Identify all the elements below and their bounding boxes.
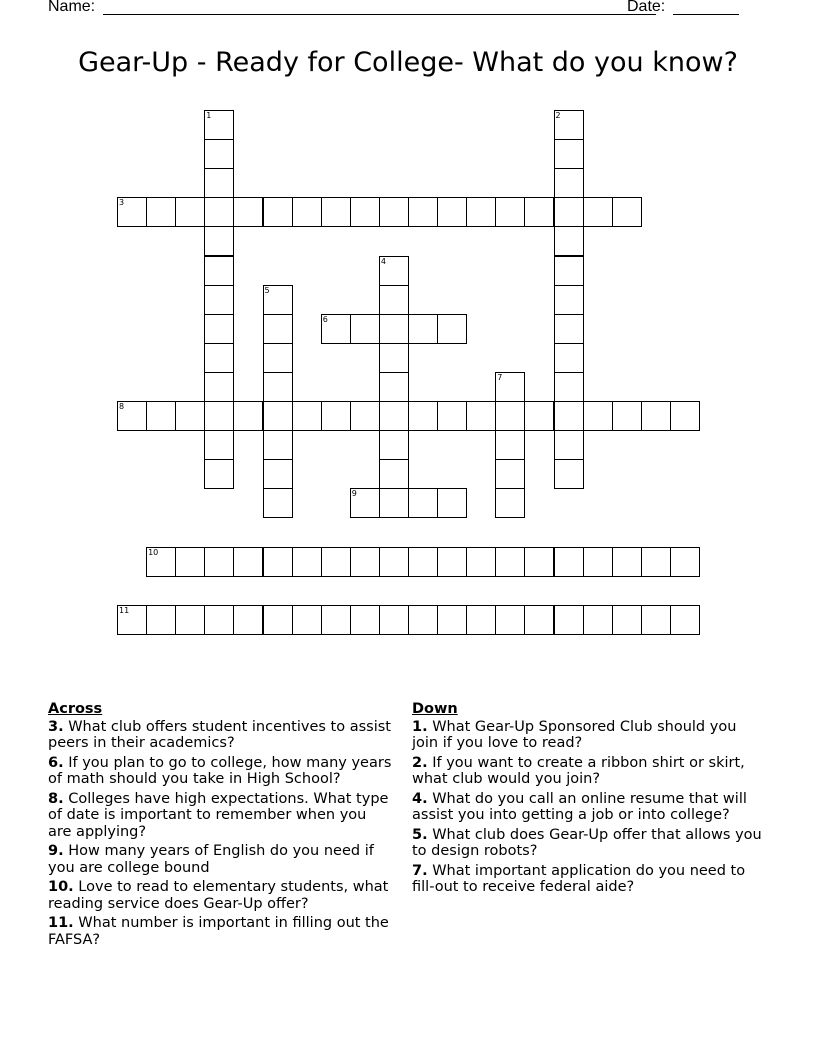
down-heading: Down [412,701,458,717]
clue-down-2 [412,755,762,788]
clue-across-8 [48,791,393,841]
crossword-cell[interactable] [321,197,351,227]
date-label: Date: [627,0,666,15]
crossword-cell[interactable] [146,401,176,431]
crossword-cell[interactable] [583,605,613,635]
crossword-cell[interactable] [524,197,554,227]
crossword-cell[interactable] [554,110,584,140]
crossword-cell[interactable] [495,197,525,227]
crossword-cell[interactable] [612,547,642,577]
crossword-cell[interactable] [641,605,671,635]
crossword-cell[interactable] [263,547,293,577]
clue-number: 5. [412,826,428,843]
clue-number: 10. [48,879,74,895]
crossword-cell[interactable] [146,605,176,635]
crossword-cell[interactable] [612,605,642,635]
crossword-cell[interactable] [408,488,438,518]
clue-text: What Gear-Up Sponsored Club should you join if you love to read? [412,718,737,751]
crossword-cell[interactable] [350,401,380,431]
crossword-cell[interactable] [641,547,671,577]
crossword-cell[interactable] [495,547,525,577]
crossword-cell[interactable] [350,605,380,635]
crossword-cell[interactable] [175,605,205,635]
clue-number-label: 2 [555,111,561,120]
crossword-cell[interactable] [204,547,234,577]
crossword-cell[interactable] [641,401,671,431]
clue-number-label: 10 [148,547,159,557]
crossword-cell[interactable] [117,401,147,431]
clue-text: What do you call an online resume that will assist you into getting a job or into college? [412,790,747,823]
crossword-cell[interactable] [554,314,584,344]
crossword-cell[interactable] [350,197,380,227]
crossword-cell[interactable] [117,605,147,635]
crossword-cell[interactable] [263,459,293,489]
clue-number-label: 6 [322,314,328,324]
crossword-cell[interactable] [321,547,351,577]
clue-number-label: 8 [119,402,125,411]
crossword-cell[interactable] [175,197,205,227]
crossword-cell[interactable] [204,139,234,169]
crossword-cell[interactable] [554,605,584,635]
clue-across-9 [48,843,393,876]
clue-number: 7. [412,862,428,879]
crossword-cell[interactable] [379,256,409,286]
clue-text: What club offers student incentives to assist peers in their academics? [48,718,391,751]
clue-number-label: 1 [206,111,212,120]
crossword-cell[interactable] [495,488,525,518]
crossword-cell[interactable] [495,401,525,431]
clue-text: Love to read to elementary students, what reading service does Gear-Up offer? [48,879,389,912]
crossword-cell[interactable] [554,343,584,373]
crossword-cell[interactable] [583,547,613,577]
clue-down-1 [412,719,762,752]
crossword-cell[interactable] [204,168,234,198]
crossword-cell[interactable] [204,430,234,460]
crossword-cell[interactable] [466,605,496,635]
crossword-cell[interactable] [670,547,700,577]
clue-across-11 [48,915,393,948]
crossword-cell[interactable] [466,401,496,431]
crossword-cell[interactable] [583,401,613,431]
crossword-cell[interactable] [233,197,263,227]
crossword-cell[interactable] [408,314,438,344]
crossword-cell[interactable] [263,488,293,518]
across-clues [48,701,393,951]
crossword-cell[interactable] [233,401,263,431]
clue-number: 9. [48,843,64,859]
clue-number: 11. [48,915,74,931]
crossword-cell[interactable] [263,285,293,315]
clue-number-label: 7 [497,372,503,382]
crossword-cell[interactable] [524,547,554,577]
crossword-cell[interactable] [379,314,409,344]
crossword-cell[interactable] [379,459,409,489]
clue-number: 6. [48,754,64,771]
crossword-cell[interactable] [437,197,467,227]
crossword-cell[interactable] [554,226,584,256]
crossword-cell[interactable] [437,401,467,431]
crossword-cell[interactable] [670,401,700,431]
crossword-cell[interactable] [466,547,496,577]
crossword-cell[interactable] [263,401,293,431]
crossword-cell[interactable] [612,197,642,227]
crossword-cell[interactable] [204,110,234,140]
crossword-cell[interactable] [437,605,467,635]
crossword-cell[interactable] [408,401,438,431]
crossword-cell[interactable] [379,285,409,315]
crossword-cell[interactable] [175,401,205,431]
crossword-cell[interactable] [379,430,409,460]
crossword-cell[interactable] [233,605,263,635]
crossword-cell[interactable] [554,547,584,577]
crossword-cell[interactable] [204,285,234,315]
clue-down-4 [412,791,762,824]
crossword-cell[interactable] [146,197,176,227]
crossword-cell[interactable] [554,139,584,169]
crossword-cell[interactable] [204,197,234,227]
crossword-cell[interactable] [437,314,467,344]
clue-across-10 [48,879,393,912]
crossword-cell[interactable] [204,314,234,344]
crossword-cell[interactable] [670,605,700,635]
clue-number-label: 5 [264,285,270,295]
crossword-cell[interactable] [408,197,438,227]
crossword-cell[interactable] [554,168,584,198]
crossword-cell[interactable] [321,314,351,344]
crossword-cell[interactable] [466,197,496,227]
crossword-cell[interactable] [204,401,234,431]
crossword-cell[interactable] [408,547,438,577]
crossword-cell[interactable] [495,459,525,489]
crossword-cell[interactable] [379,488,409,518]
crossword-cell[interactable] [437,547,467,577]
clue-down-5 [412,827,762,860]
crossword-cell[interactable] [263,314,293,344]
clue-number: 2. [412,754,428,771]
crossword-cell[interactable] [379,605,409,635]
crossword-cell[interactable] [321,401,351,431]
crossword-cell[interactable] [495,430,525,460]
crossword-cell[interactable] [350,314,380,344]
crossword-cell[interactable] [263,343,293,373]
crossword-cell[interactable] [204,605,234,635]
crossword-cell[interactable] [292,401,322,431]
crossword-cell[interactable] [204,459,234,489]
clue-text: What important application do you need to fill-out to receive federal aide? [412,862,746,895]
crossword-cell[interactable] [408,605,438,635]
clue-number: 8. [48,790,64,807]
crossword-cell[interactable] [263,197,293,227]
crossword-cell[interactable] [524,401,554,431]
crossword-cell[interactable] [204,343,234,373]
crossword-cell[interactable] [350,488,380,518]
crossword-cell[interactable] [233,547,263,577]
crossword-cell[interactable] [583,197,613,227]
crossword-cell[interactable] [612,401,642,431]
clue-number-label: 3 [119,198,125,208]
crossword-cell[interactable] [204,226,234,256]
clue-text: How many years of English do you need if you are college bound [48,843,374,876]
crossword-cell[interactable] [554,256,584,286]
crossword-cell[interactable] [117,197,147,227]
crossword-cell[interactable] [495,372,525,402]
clue-text: What club does Gear-Up offer that allows you to design robots? [412,826,762,859]
clue-across-3 [48,719,393,752]
crossword-cell[interactable] [554,285,584,315]
crossword-cell[interactable] [263,605,293,635]
crossword-cell[interactable] [292,605,322,635]
crossword-cell[interactable] [292,547,322,577]
clue-number: 4. [412,790,428,807]
down-clues [412,701,762,899]
crossword-cell[interactable] [379,547,409,577]
name-label: Name: [48,0,96,15]
crossword-cell[interactable] [263,430,293,460]
clue-number: 1. [412,718,428,735]
clue-number-label: 9 [351,489,357,499]
clue-across-6 [48,755,393,788]
across-heading: Across [48,701,103,717]
crossword-cell[interactable] [554,459,584,489]
crossword-cell[interactable] [495,605,525,635]
crossword-cell[interactable] [437,488,467,518]
crossword-cell[interactable] [263,372,293,402]
crossword-cell[interactable] [554,372,584,402]
clue-text: What number is important in filling out the FAFSA? [48,915,389,948]
clue-number-label: 11 [119,605,130,615]
crossword-cell[interactable] [204,372,234,402]
clue-text: Colleges have high expectations. What type of date is important to remember when you are applying? [48,790,389,840]
crossword-cell[interactable] [524,605,554,635]
clue-down-7 [412,863,762,896]
clue-number-label: 4 [380,256,386,266]
crossword-cell[interactable] [321,605,351,635]
crossword-cell[interactable] [379,197,409,227]
crossword-cell[interactable] [554,430,584,460]
crossword-cell[interactable] [379,401,409,431]
crossword-cell[interactable] [379,343,409,373]
crossword-cell[interactable] [554,197,584,227]
crossword-cell[interactable] [379,372,409,402]
crossword-cell[interactable] [146,547,176,577]
crossword-cell[interactable] [292,197,322,227]
clue-number: 3. [48,718,64,735]
crossword-cell[interactable] [204,256,234,286]
crossword-cell[interactable] [554,401,584,431]
clue-text: If you plan to go to college, how many years of math should you take in High School? [48,754,392,787]
crossword-cell[interactable] [175,547,205,577]
crossword-cell[interactable] [350,547,380,577]
page-title: Gear-Up - Ready for College- What do you know? [78,47,738,78]
clue-text: If you want to create a ribbon shirt or skirt, what club would you join? [412,754,745,787]
